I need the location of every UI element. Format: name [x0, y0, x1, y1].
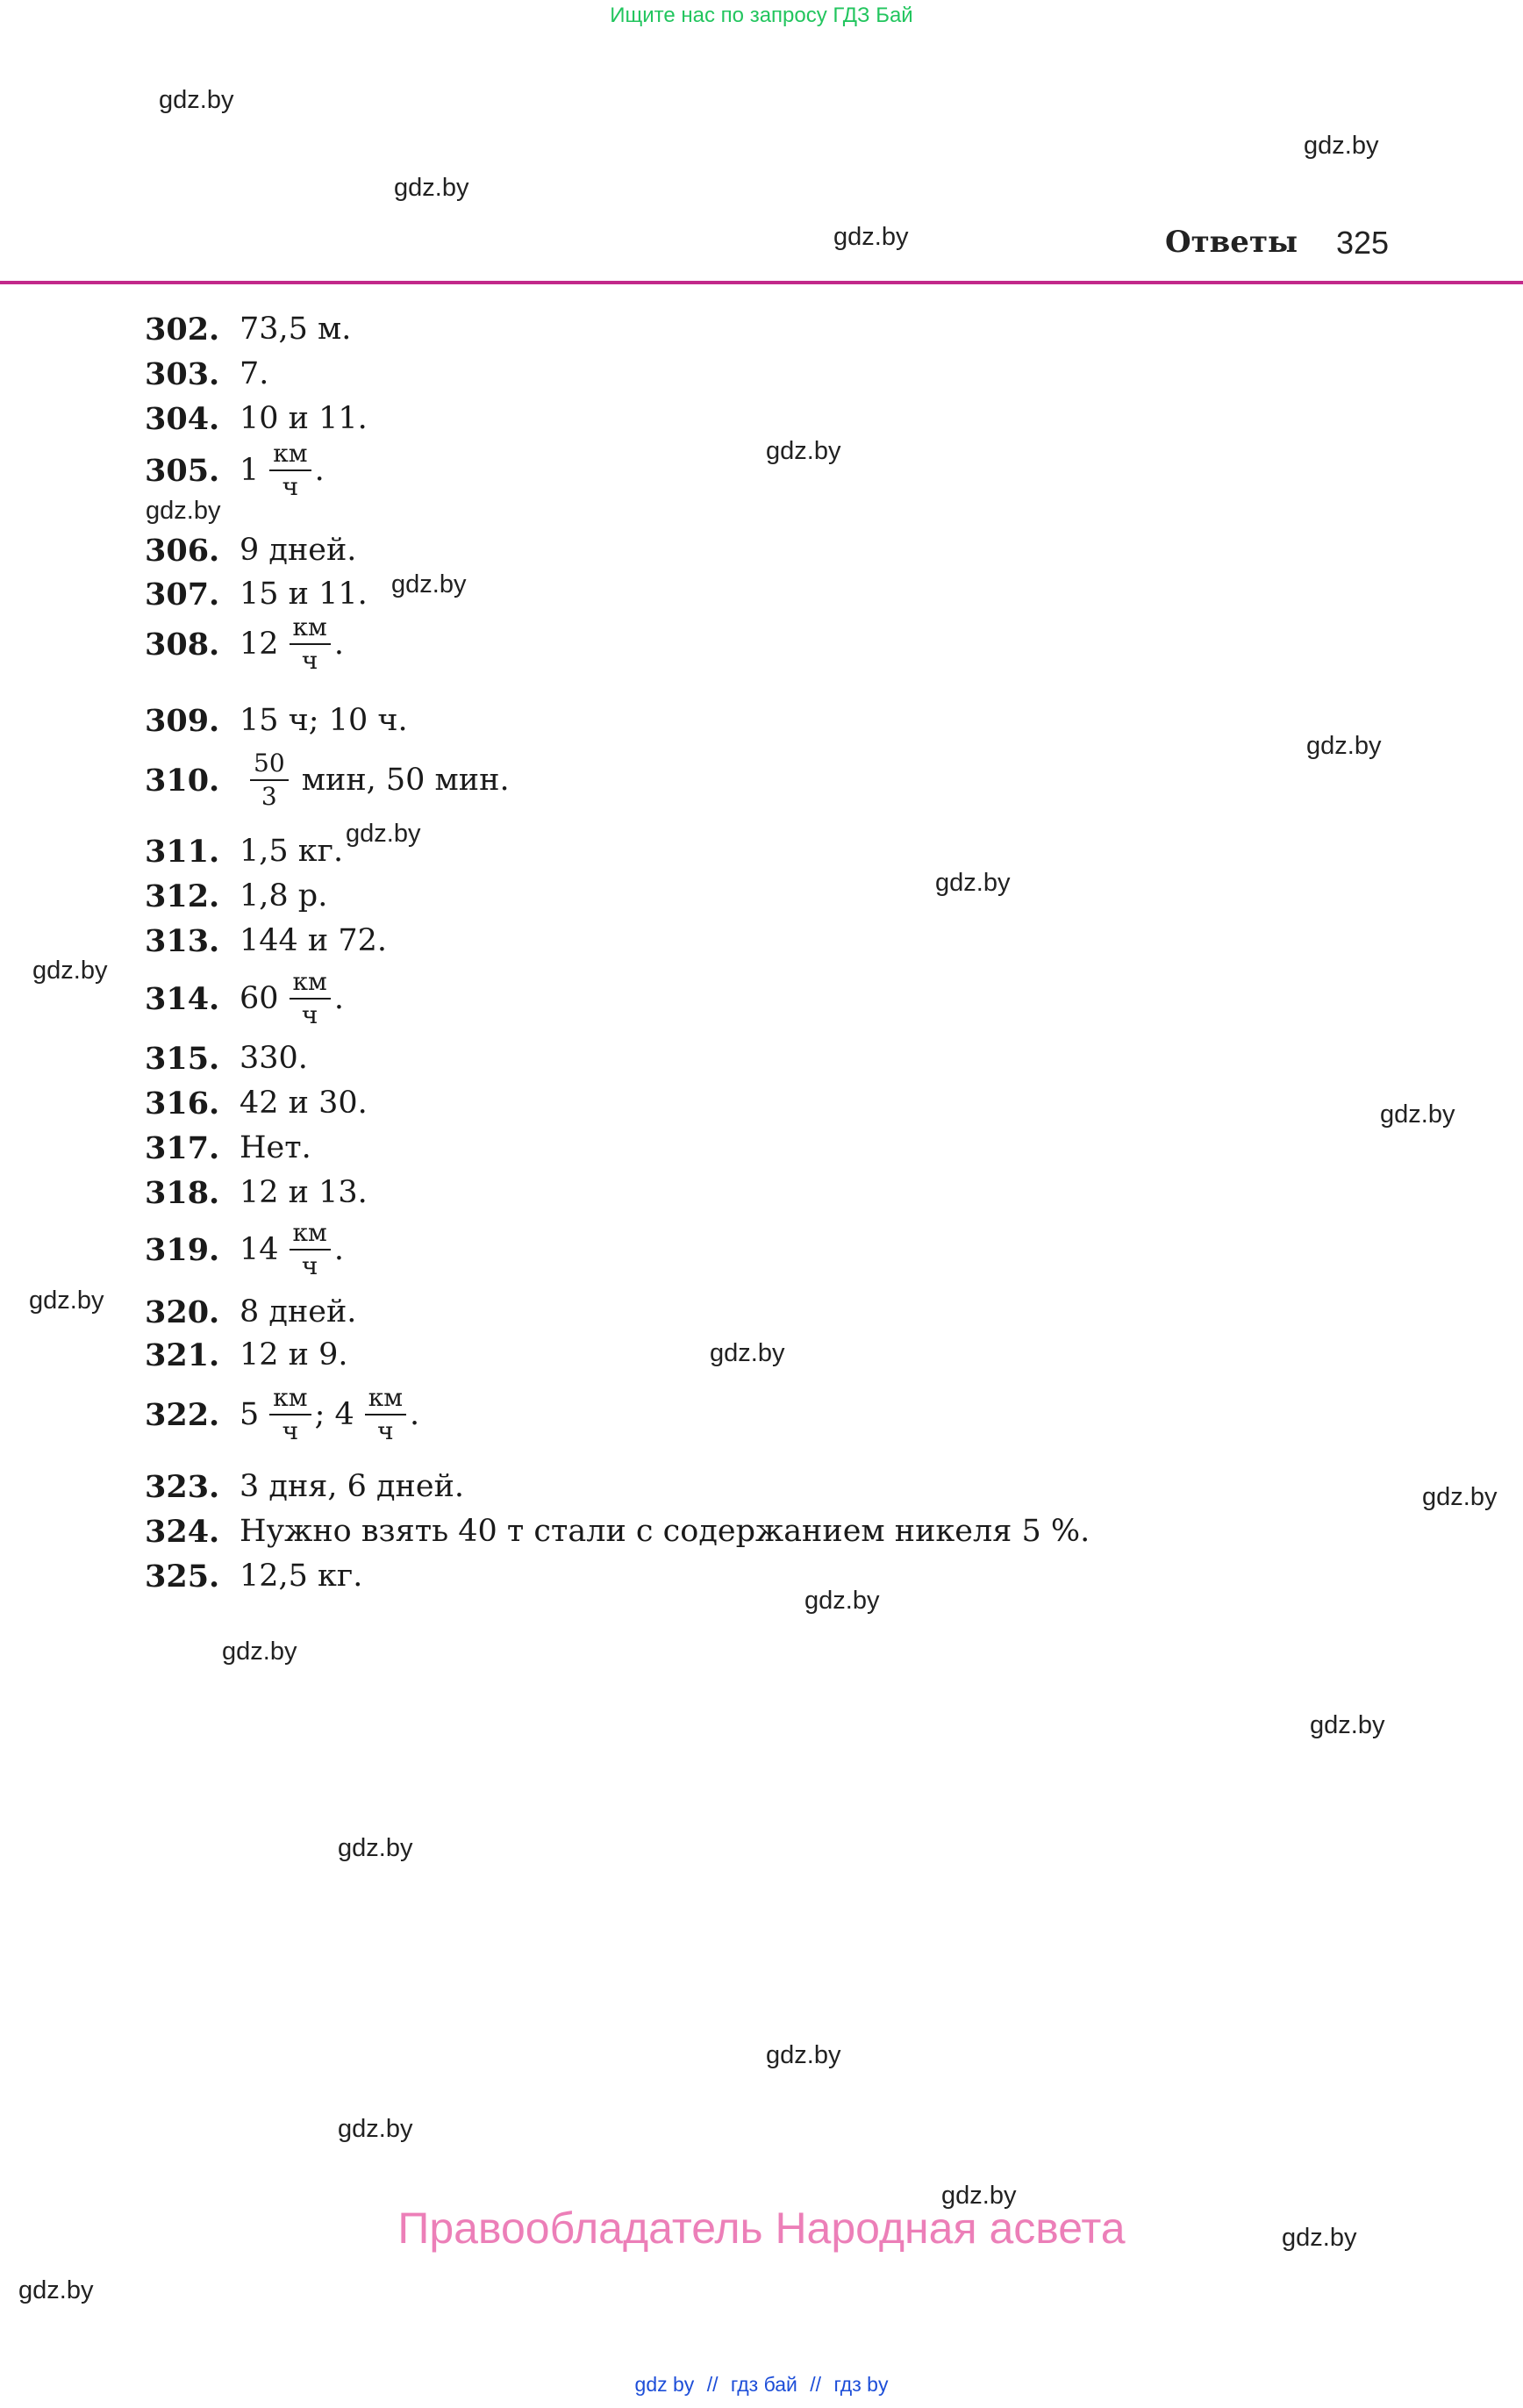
- answer-text: [240, 577, 368, 612]
- answer-number: 316.: [145, 1085, 220, 1122]
- answer-text-part: 7.: [240, 356, 269, 391]
- watermark: gdz.by: [338, 2115, 413, 2143]
- header-divider: [0, 281, 1523, 284]
- fraction-numerator: км: [290, 970, 331, 1000]
- answer-number: 302.: [145, 311, 220, 348]
- answer-number: 305.: [145, 452, 220, 489]
- answer-row: [145, 1166, 368, 1219]
- answer-row: [145, 749, 510, 811]
- watermark: gdz.by: [766, 437, 841, 465]
- watermark: gdz.by: [1422, 1483, 1498, 1511]
- footer-link[interactable]: гдз бай: [730, 2373, 797, 2396]
- answer-row: [145, 914, 387, 967]
- answer-number: 322.: [145, 1396, 220, 1433]
- answer-number: 310.: [145, 762, 220, 799]
- watermark: gdz.by: [391, 570, 467, 598]
- answer-number: 304.: [145, 400, 220, 437]
- answer-text: [240, 441, 325, 499]
- watermark: gdz.by: [710, 1339, 785, 1367]
- answer-text: [240, 1175, 368, 1210]
- answer-text: [240, 967, 344, 1029]
- watermark: gdz.by: [1310, 1711, 1385, 1739]
- footer-link[interactable]: gdz by: [634, 2373, 695, 2396]
- answer-text-part: .: [333, 981, 344, 1016]
- answer-text: [240, 1041, 308, 1076]
- answer-text-part: .: [333, 627, 344, 662]
- answer-number: 321.: [145, 1337, 220, 1373]
- answer-text-part: 73,5 м.: [240, 312, 352, 347]
- fraction-denominator: ч: [282, 472, 299, 501]
- fraction: [250, 751, 289, 809]
- answer-row: [145, 1550, 362, 1602]
- answer-text: [240, 1559, 362, 1594]
- answer-number: 306.: [145, 532, 220, 569]
- answer-text-part: 12 и 13.: [240, 1175, 368, 1210]
- answer-number: 309.: [145, 702, 220, 739]
- footer-link[interactable]: гдз by: [833, 2373, 889, 2396]
- fraction-denominator: ч: [301, 1000, 318, 1029]
- answer-text: [240, 401, 368, 436]
- watermark: gdz.by: [29, 1286, 104, 1315]
- answer-text: [240, 356, 268, 391]
- fraction: [365, 1383, 406, 1445]
- fraction-denominator: ч: [282, 1416, 299, 1445]
- answer-text-part: ; 4: [314, 1397, 354, 1432]
- answer-text: [240, 703, 408, 738]
- watermark: gdz.by: [18, 2276, 94, 2304]
- answer-text: [240, 751, 510, 809]
- answer-row: [145, 1383, 420, 1445]
- answer-text-part: мин, 50 мин.: [291, 763, 510, 798]
- answer-text-part: 1,5 кг.: [240, 834, 344, 869]
- answer-text-part: 15 ч; 10 ч.: [240, 703, 408, 738]
- answer-text-part: 3 дня, 6 дней.: [240, 1469, 465, 1504]
- answer-text-part: 42 и 30.: [240, 1086, 368, 1121]
- answer-text-part: 9 дней.: [240, 533, 357, 568]
- answer-text: [240, 615, 344, 673]
- answer-text-part: Нужно взять 40 т стали с содержанием никеля 5 %.: [240, 1514, 1090, 1549]
- watermark: gdz.by: [346, 820, 421, 848]
- fraction-denominator: 3: [261, 782, 277, 811]
- fraction-numerator: км: [290, 1221, 331, 1251]
- watermark: gdz.by: [804, 1587, 880, 1615]
- answer-text-part: 12 и 9.: [240, 1337, 348, 1372]
- footer-links: [0, 2373, 1523, 2397]
- watermark: gdz.by: [394, 174, 469, 202]
- answer-text-part: 1: [240, 453, 260, 488]
- answer-text: [240, 1383, 420, 1445]
- watermark: gdz.by: [766, 2041, 841, 2069]
- answer-text-part: Нет.: [240, 1130, 311, 1165]
- answer-text-part: 14: [240, 1232, 279, 1267]
- fraction: [290, 615, 331, 673]
- answer-number: 313.: [145, 922, 220, 959]
- answer-number: 317.: [145, 1129, 220, 1166]
- answer-text: [240, 1218, 344, 1280]
- answer-text: [240, 923, 387, 958]
- footer-separator: //: [706, 2373, 719, 2396]
- fraction: [269, 1383, 311, 1445]
- watermark: gdz.by: [941, 2182, 1017, 2210]
- answer-text: [240, 1086, 368, 1121]
- answer-text-part: .: [314, 453, 325, 488]
- answer-number: 325.: [145, 1558, 220, 1595]
- answer-row: [145, 568, 368, 620]
- copyright-notice: Правообладатель Народная асвета: [397, 2204, 1126, 2253]
- answer-number: 307.: [145, 576, 220, 613]
- answer-row: [145, 694, 408, 747]
- answer-text-part: 1,8 р.: [240, 878, 328, 914]
- answer-text: [240, 878, 327, 914]
- answer-text-part: 60: [240, 981, 279, 1016]
- fraction-denominator: ч: [377, 1416, 394, 1445]
- fraction-denominator: ч: [301, 646, 318, 675]
- answer-text-part: 5: [240, 1397, 260, 1432]
- answer-text-part: 10 и 11.: [240, 401, 368, 436]
- answer-row: [145, 967, 344, 1029]
- search-banner[interactable]: Ищите нас по запросу ГДЗ Бай: [610, 4, 913, 27]
- watermark: gdz.by: [935, 869, 1011, 897]
- answer-number: 311.: [145, 833, 220, 870]
- watermark: gdz.by: [146, 497, 221, 525]
- answer-row: [145, 613, 344, 675]
- fraction-numerator: км: [269, 441, 311, 471]
- answer-text-part: 12: [240, 627, 279, 662]
- answer-text: [240, 1294, 356, 1329]
- answer-number: 323.: [145, 1468, 220, 1505]
- answer-number: 318.: [145, 1174, 220, 1211]
- answer-row: [145, 439, 325, 501]
- fraction: [269, 441, 311, 499]
- answer-number: 312.: [145, 878, 220, 914]
- answer-row: [145, 1218, 344, 1280]
- answer-number: 324.: [145, 1513, 220, 1550]
- answer-number: 314.: [145, 980, 220, 1017]
- watermark: gdz.by: [1304, 132, 1379, 160]
- answer-text: [240, 1337, 348, 1372]
- answer-number: 308.: [145, 626, 220, 663]
- answer-number: 315.: [145, 1040, 220, 1077]
- watermark: gdz.by: [1380, 1100, 1455, 1129]
- watermark: gdz.by: [222, 1638, 297, 1666]
- answer-text: [240, 533, 356, 568]
- answer-text-part: .: [333, 1232, 344, 1267]
- fraction: [290, 967, 331, 1029]
- answer-text: [240, 1514, 1090, 1549]
- answer-text: [240, 1469, 464, 1504]
- answer-text-part: 12,5 кг.: [240, 1559, 363, 1594]
- answer-number: 320.: [145, 1294, 220, 1330]
- watermark: gdz.by: [338, 1834, 413, 1862]
- fraction-numerator: км: [365, 1386, 406, 1415]
- page-number: 325: [1336, 225, 1390, 261]
- answer-text: [240, 834, 343, 869]
- fraction-denominator: ч: [301, 1251, 318, 1280]
- answer-row: [145, 392, 368, 445]
- answer-text-part: .: [410, 1397, 420, 1432]
- watermark: gdz.by: [159, 86, 234, 114]
- answer-number: 303.: [145, 355, 220, 392]
- watermark: gdz.by: [1306, 732, 1382, 760]
- answer-text-part: 144 и 72.: [240, 923, 388, 958]
- watermark: gdz.by: [1282, 2224, 1357, 2252]
- answer-text: [240, 1130, 311, 1165]
- fraction-numerator: км: [290, 615, 331, 645]
- answer-text-part: 330.: [240, 1041, 308, 1076]
- answer-text-part: 15 и 11.: [240, 577, 368, 612]
- answer-text: [240, 312, 351, 347]
- answer-text-part: 8 дней.: [240, 1294, 357, 1329]
- watermark: gdz.by: [833, 223, 909, 251]
- section-title: Ответы: [1165, 225, 1298, 260]
- watermark: gdz.by: [32, 957, 108, 985]
- answer-number: 319.: [145, 1231, 220, 1268]
- footer-separator: //: [810, 2373, 822, 2396]
- fraction-numerator: 50: [250, 751, 289, 781]
- fraction: [290, 1218, 331, 1280]
- fraction-numerator: км: [269, 1386, 311, 1415]
- answer-row: [145, 1329, 348, 1381]
